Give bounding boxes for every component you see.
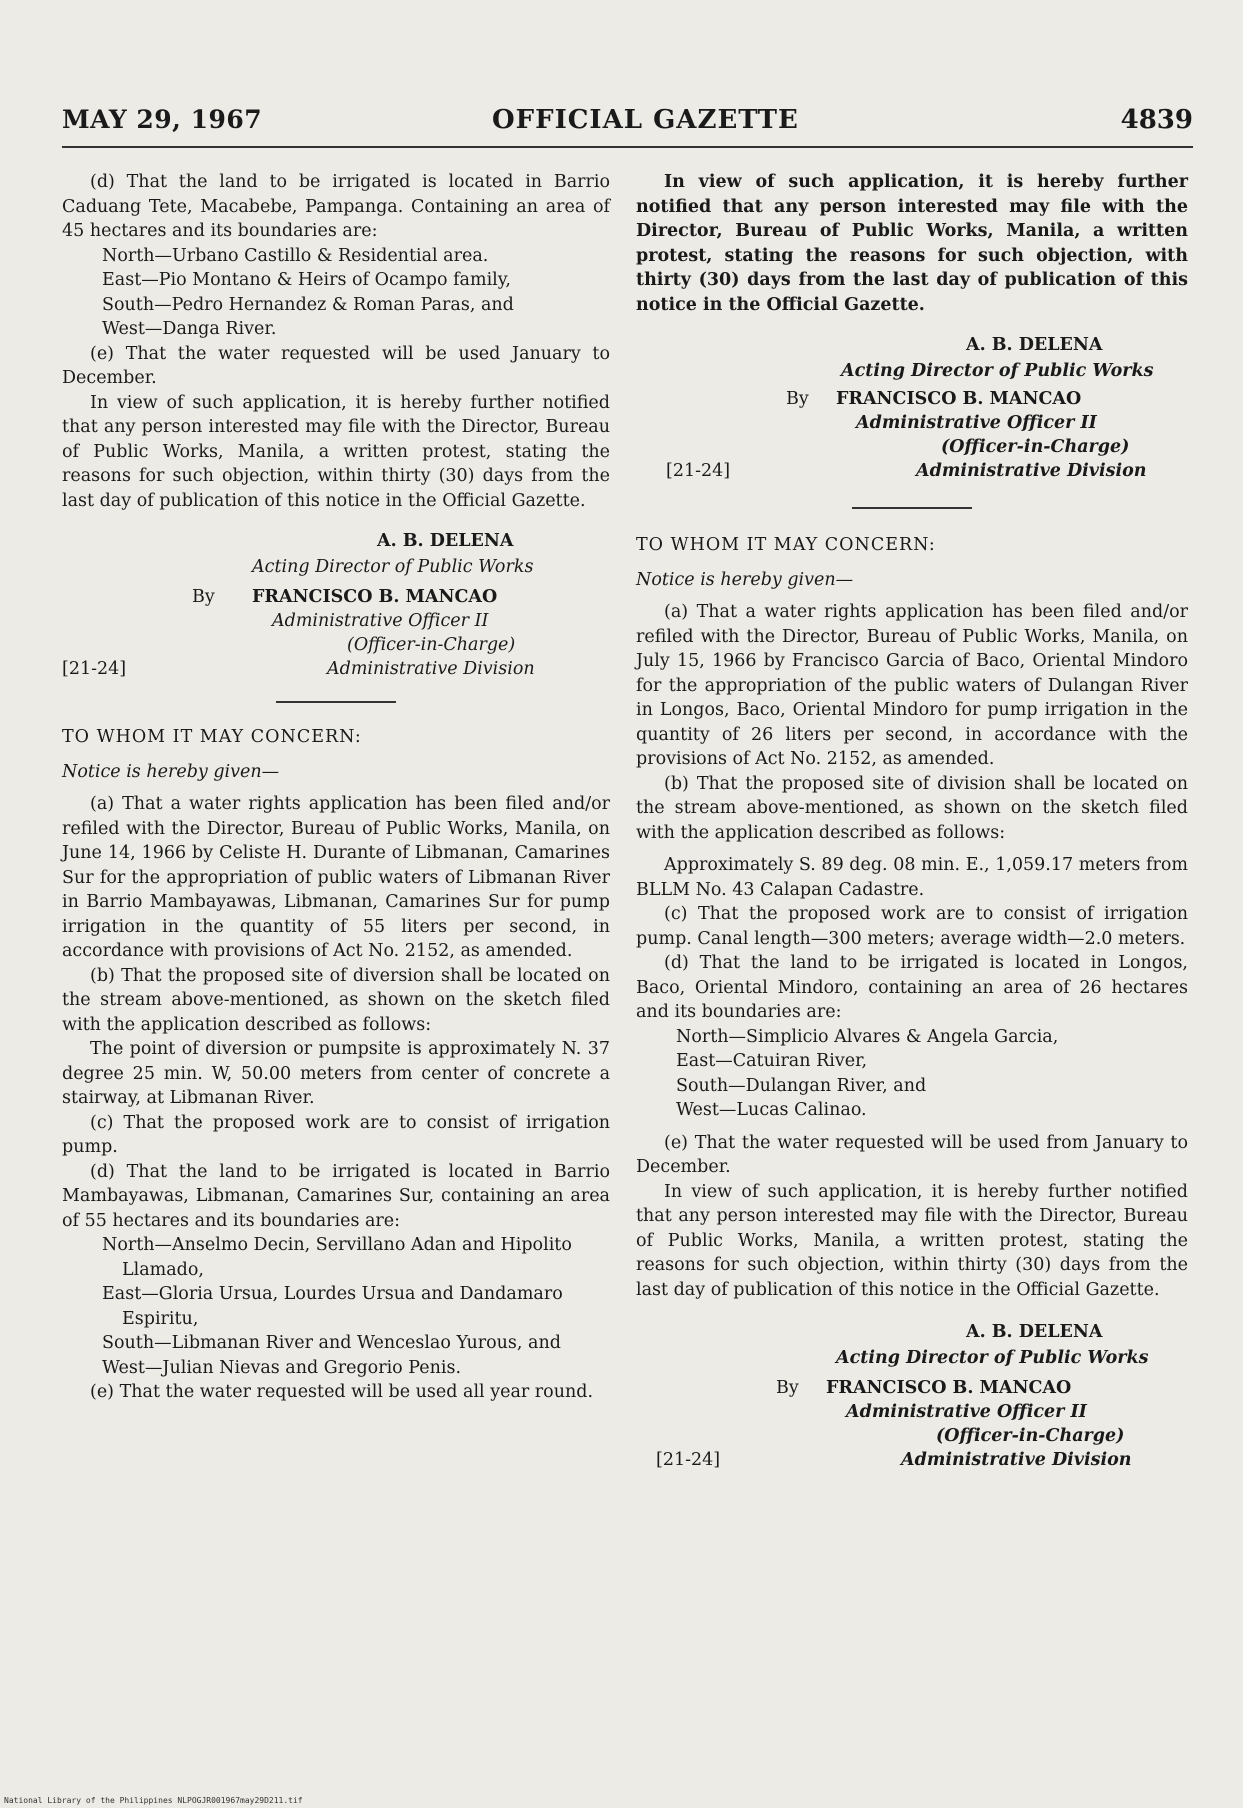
- boundary-line: East—Catuiran River,: [676, 1051, 868, 1071]
- signatory-name: A. B. DELENA: [377, 531, 514, 551]
- paragraph: (e) That the water requested will be used all year round.: [90, 1382, 594, 1402]
- signatory-name: FRANCISCO B. MANCAO: [252, 587, 498, 607]
- boundary-line: West—Danga River.: [102, 319, 277, 339]
- notice-given: Notice is hereby given—: [62, 761, 280, 782]
- paragraph: (b) That the proposed site of division shall be located on the stream above-mentioned, as shown on the sketch filed with the application described as follows:: [636, 773, 1188, 843]
- boundary-line: North—Simplicio Alvares & Angela Garcia,: [676, 1026, 1059, 1047]
- signatory-name: FRANCISCO B. MANCAO: [836, 389, 1082, 409]
- signature-block: [636, 1314, 1188, 1470]
- boundary-line: West—Julian Nievas and Gregorio Penis.: [102, 1357, 462, 1378]
- signatory-title: Administrative Officer II: [272, 611, 489, 631]
- right-column: [636, 170, 1188, 1470]
- scan-footer: National Library of the Philippines NLPOGJR001967may29D211.tif: [4, 1796, 303, 1805]
- section-divider: [852, 507, 972, 509]
- boundary-line: South—Pedro Hernandez & Roman Paras, and: [102, 294, 514, 315]
- header-date: MAY 29, 1967: [62, 105, 263, 134]
- boundary-line: South—Dulangan River, and: [676, 1075, 927, 1096]
- notice-heading: TO WHOM IT MAY CONCERN:: [636, 535, 936, 555]
- paragraph: In view of such application, it is hereby further notified that any person interested may file with the Director, Bureau of Public Works, Manila, a written protest, stating the reasons for such objection, within thirty (30) days from the last day of publication of this notice in the Official Gazette.: [62, 392, 610, 511]
- signature-block: [62, 525, 610, 685]
- paragraph: (e) That the water requested will be used January to December.: [62, 343, 610, 388]
- signatory-name: A. B. DELENA: [966, 335, 1103, 355]
- reference-number: [21-24]: [656, 1450, 721, 1470]
- boundary-line: North—Urbano Castillo & Residential area.: [102, 245, 489, 266]
- notice-given: Notice is hereby given—: [636, 569, 854, 590]
- reference-number: [21-24]: [666, 461, 731, 481]
- by-label: By: [776, 1378, 799, 1398]
- header-title: OFFICIAL GAZETTE: [492, 105, 799, 135]
- signatory-title: Administrative Officer II: [856, 413, 1097, 433]
- boundary-line: North—Anselmo Decin, Servillano Adan and Hipolito Llamado,: [102, 1235, 572, 1280]
- signatory-title: Acting Director of Public Works: [836, 1348, 1149, 1368]
- paragraph: The point of diversion or pumpsite is approximately N. 37 degree 25 min. W, 50.00 meters from center of concrete a stairway, at Libmanan River.: [62, 1039, 610, 1108]
- boundary-line: West—Lucas Calinao.: [676, 1100, 867, 1120]
- by-label: By: [786, 389, 809, 409]
- signatory-title: Administrative Division: [901, 1450, 1132, 1470]
- boundary-line: South—Libmanan River and Wenceslao Yurous, and: [102, 1333, 561, 1353]
- page-header: [62, 105, 1193, 145]
- paragraph: (e) That the water requested will be used from January to December.: [636, 1132, 1188, 1177]
- paragraph: (c) That the proposed work are to consist of irrigation pump.: [62, 1112, 610, 1157]
- paragraph: (d) That the land to be irrigated is located in Longos, Baco, Oriental Mindoro, containing an area of 26 hectares and its boundaries are:: [636, 953, 1188, 1022]
- signatory-title: Acting Director of Public Works: [252, 557, 534, 577]
- header-rule: [62, 146, 1193, 148]
- signature-block: [636, 329, 1188, 479]
- paragraph: (b) That the proposed site of diversion shall be located on the stream above-mentioned, as shown on the sketch filed with the application described as follows:: [62, 965, 610, 1035]
- paragraph: In view of such application, it is hereby further notified that any person interested may file with the Director, Bureau of Public Works, Manila, a written protest, stating the reasons for such objection, within thirty (30) days from the last day of publication of this notice in the Official Gazette.: [636, 1181, 1188, 1300]
- paragraph: (a) That a water rights application has been filed and/or refiled with the Director, Bureau of Public Works, Manila, on July 15, 1966 by Francisco Garcia of Baco, Oriental Mindoro for the appropriation of the public waters of Dulangan River in Longos, Baco, Oriental Mindoro for pump irrigation in the quantity of 26 liters per second, in accordance with the provisions of Act No. 2152, as amended.: [636, 602, 1188, 769]
- reference-number: [21-24]: [62, 659, 127, 679]
- boundary-line: East—Gloria Ursua, Lourdes Ursua and Dandamaro Espiritu,: [102, 1284, 563, 1329]
- left-column: [62, 170, 610, 1405]
- signatory-name: A. B. DELENA: [966, 1322, 1103, 1342]
- signatory-title: (Officer-in-Charge): [347, 635, 516, 655]
- paragraph: (d) That the land to be irrigated is located in Barrio Caduang Tete, Macabebe, Pampanga. Containing an area of 45 hectares and its boundaries are:: [62, 172, 610, 241]
- signatory-name: FRANCISCO B. MANCAO: [826, 1378, 1072, 1398]
- signatory-title: (Officer-in-Charge): [941, 437, 1130, 457]
- signatory-title: Administrative Division: [327, 659, 535, 679]
- notice-heading: TO WHOM IT MAY CONCERN:: [62, 727, 362, 747]
- paragraph: (d) That the land to be irrigated is located in Barrio Mambayawas, Libmanan, Camarines Sur, containing an area of 55 hectares and its boundaries are:: [62, 1161, 610, 1231]
- signatory-title: Administrative Officer II: [846, 1402, 1087, 1422]
- signatory-title: Administrative Division: [916, 461, 1147, 481]
- boundary-line: East—Pio Montano & Heirs of Ocampo family,: [102, 270, 511, 290]
- by-label: By: [192, 587, 215, 607]
- header-page-number: 4839: [1120, 105, 1193, 135]
- signatory-title: Acting Director of Public Works: [841, 361, 1154, 381]
- section-divider: [276, 701, 396, 703]
- paragraph: (a) That a water rights application has been filed and/or refiled with the Director, Bureau of Public Works, Manila, on June 14, 1966 by Celiste H. Durante of Libmanan, Camarines Sur for the appropriation of public waters of Libmanan River in Barrio Mambayawas, Libmanan, Camarines Sur for pump irrigation in the quantity of 55 liters per second, in accordance with provisions of Act No. 2152, as amended.: [62, 794, 610, 961]
- paragraph: Approximately S. 89 deg. 08 min. E., 1,059.17 meters from BLLM No. 43 Calapan Cadastre.: [636, 855, 1188, 900]
- paragraph: In view of such application, it is hereby further notified that any person interested may file with the Director, Bureau of Public Works, Manila, a written protest, stating the reasons for such objection, with thirty (30) days from the last day of publication of this notice in the Official Gazette.: [636, 172, 1188, 315]
- signatory-title: (Officer-in-Charge): [936, 1426, 1125, 1446]
- paragraph: (c) That the proposed work are to consist of irrigation pump. Canal length—300 meters; average width—2.0 meters.: [636, 904, 1188, 949]
